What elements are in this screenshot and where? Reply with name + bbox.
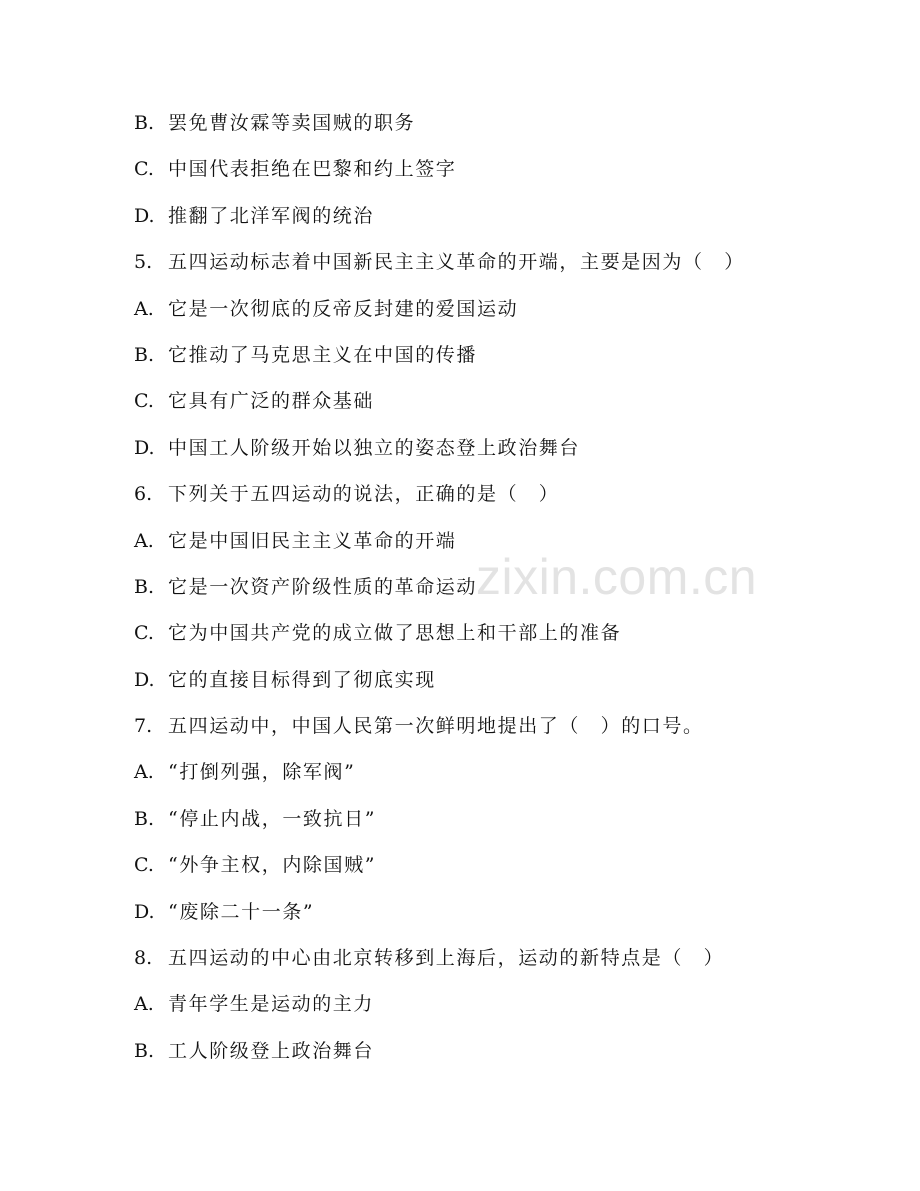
option-label: C.: [134, 854, 154, 877]
option-line: [134, 384, 854, 430]
option-text: 罢免曹汝霖等卖国贼的职务: [168, 112, 416, 134]
option-text: 它为中国共产党的成立做了思想上和干部上的准备: [168, 622, 622, 645]
option-text: 它是一次资产阶级性质的革命运动: [168, 575, 478, 598]
question-line: [134, 245, 854, 291]
option-label: B.: [134, 575, 155, 598]
option-text: 它是中国旧民主主义革命的开端: [168, 529, 457, 552]
question-number: 6.: [134, 483, 153, 506]
option-text: 中国代表拒绝在巴黎和约上签字: [168, 158, 457, 181]
option-text: 它具有广泛的群众基础: [168, 390, 375, 413]
option-label: B.: [134, 1039, 155, 1062]
option-line: [134, 616, 854, 662]
option-line: [134, 292, 854, 338]
option-text: “打倒列强，除军阀”: [168, 761, 356, 784]
watermark: zixin.com.cn: [476, 549, 758, 605]
option-line: [134, 570, 854, 616]
question-text: 五四运动中，中国人民第一次鲜明地提出了（ ）的口号。: [168, 715, 704, 738]
option-label: B.: [134, 343, 155, 366]
option-text: 它推动了马克思主义在中国的传播: [168, 343, 478, 366]
option-label: D.: [134, 204, 155, 227]
option-label: A.: [134, 761, 154, 784]
option-label: A.: [134, 297, 154, 320]
option-line: [134, 802, 854, 848]
question-number: 5.: [134, 251, 153, 274]
option-text: 它是一次彻底的反帝反封建的爱国运动: [168, 297, 519, 320]
option-label: D.: [134, 900, 155, 923]
question-list: [134, 106, 854, 1080]
option-label: A.: [134, 993, 154, 1016]
option-label: B.: [134, 112, 155, 134]
question-line: [134, 941, 854, 987]
option-text: “废除二十一条”: [168, 900, 315, 923]
option-line: [134, 895, 854, 941]
question-number: 7.: [134, 715, 153, 738]
option-label: D.: [134, 668, 155, 691]
option-label: A.: [134, 529, 154, 552]
option-text: 中国工人阶级开始以独立的姿态登上政治舞台: [168, 436, 581, 459]
option-line: [134, 848, 854, 894]
option-line: [134, 152, 854, 198]
option-text: “外争主权，内除国贼”: [168, 854, 377, 877]
option-text: “停止内战，一致抗日”: [168, 807, 377, 830]
option-line: [134, 199, 854, 245]
option-text: 工人阶级登上政治舞台: [168, 1039, 375, 1062]
option-line: [134, 106, 854, 152]
question-number: 8.: [134, 947, 153, 970]
question-line: [134, 477, 854, 523]
option-label: C.: [134, 390, 154, 413]
option-label: C.: [134, 158, 154, 181]
question-text: 五四运动标志着中国新民主主义革命的开端，主要是因为（ ）: [168, 251, 745, 274]
option-line: [134, 1034, 854, 1080]
option-line: [134, 431, 854, 477]
question-text: 下列关于五四运动的说法，正确的是（ ）: [168, 483, 560, 506]
option-line: [134, 987, 854, 1033]
option-text: 它的直接目标得到了彻底实现: [168, 668, 436, 691]
option-line: [134, 663, 854, 709]
option-label: D.: [134, 436, 155, 459]
option-label: B.: [134, 807, 155, 830]
option-text: 青年学生是运动的主力: [168, 993, 375, 1016]
option-line: [134, 755, 854, 801]
question-text: 五四运动的中心由北京转移到上海后，运动的新特点是（ ）: [168, 947, 725, 970]
question-line: [134, 709, 854, 755]
option-label: C.: [134, 622, 154, 645]
option-line: [134, 338, 854, 384]
option-line: [134, 524, 854, 570]
option-text: 推翻了北洋军阀的统治: [168, 204, 375, 227]
